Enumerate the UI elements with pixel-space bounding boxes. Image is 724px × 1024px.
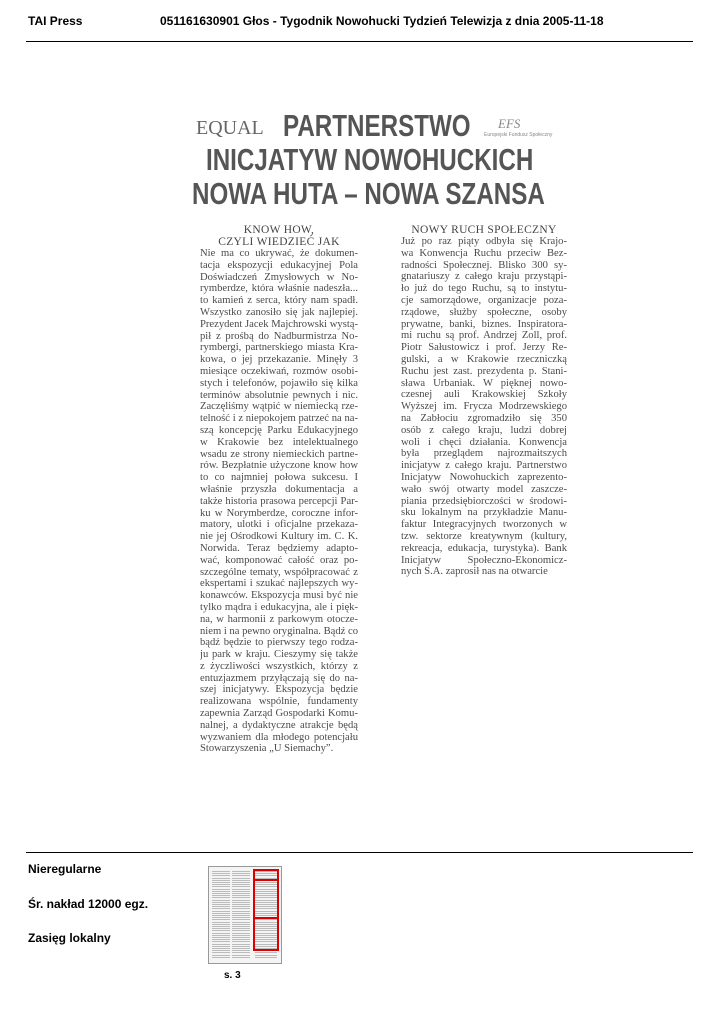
range-label: Zasięg lokalny xyxy=(28,931,111,945)
text-line: wać, komponować całość oraz po- xyxy=(200,554,358,566)
text-line: sława Urbaniak. W pięknej nowo- xyxy=(401,377,567,389)
text-line: tylko mądra i edukacyjna, ale i pięk- xyxy=(200,601,358,613)
text-line: cje samorządowe, organizacje poza- xyxy=(401,294,567,306)
thumbnail-text-line xyxy=(212,882,230,883)
text-line: wa Konwencja Ruchu przeciw Bez- xyxy=(401,247,567,259)
thumbnail-text-line xyxy=(212,906,230,907)
text-line: Inicjatyw Nowohuckich zaprezento- xyxy=(401,471,567,483)
thumbnail-text-line xyxy=(232,882,250,883)
text-line: rekreacja, edukacja, turystyka). Bank xyxy=(401,542,567,554)
heading-line: CZYLI WIEDZIEĆ JAK xyxy=(218,236,340,248)
text-line: bądź będzie to pierwszy tego rodza- xyxy=(200,637,358,649)
thumbnail-text-line xyxy=(212,900,230,901)
thumbnail-text-line xyxy=(232,871,250,872)
thumbnail-text-line xyxy=(232,895,250,896)
thumbnail-text-line xyxy=(212,946,230,947)
thumbnail-text-line xyxy=(232,930,250,931)
right-column xyxy=(401,224,567,578)
thumbnail-text-line xyxy=(212,939,230,940)
thumbnail-text-line xyxy=(212,897,230,898)
thumbnail-text-line xyxy=(232,893,250,894)
thumbnail-text-line xyxy=(212,875,230,876)
thumbnail-text-line xyxy=(212,873,230,874)
thumbnail-text-line xyxy=(232,922,250,923)
thumbnail-text-line xyxy=(212,935,230,936)
text-line: Ruchu jest zast. prezydenta p. Stani- xyxy=(401,365,567,377)
text-line: telność i z niepokojem patrzeć na na- xyxy=(200,413,358,425)
thumbnail-text-line xyxy=(212,930,230,931)
text-line: Zaczęliśmy wątpić w niemiecką rze- xyxy=(200,401,358,413)
thumbnail-text-line xyxy=(212,891,230,892)
thumbnail-text-line xyxy=(232,939,250,940)
text-line: ekspertami i szukać najlepszych wy- xyxy=(200,578,358,590)
text-line: była przeglądem najrozmaitszych xyxy=(401,448,567,460)
text-line: rów. Bezpłatnie użyczone know how xyxy=(200,460,358,472)
text-line: w Krakowie bez intelektualnego xyxy=(200,436,358,448)
text-line: wsadu ze strony niemieckich partne- xyxy=(200,448,358,460)
text-line: rymbergi, partnerskiego miasta Kra- xyxy=(200,342,358,354)
text-line: właśnie przyszła dokumentacja a xyxy=(200,483,358,495)
text-line: szczególne tematy, współpracować z xyxy=(200,566,358,578)
text-line: matory, ulotki i oficjalne przekaza- xyxy=(200,519,358,531)
thumbnail-text-line xyxy=(232,875,250,876)
efs-logo-subtitle: Europejski Fundusz Społeczny xyxy=(484,132,553,138)
heading-line: NOWY RUCH SPOŁECZNY xyxy=(411,224,557,236)
text-line: Nie ma co ukrywać, że dokumen- xyxy=(200,248,358,259)
thumbnail-text-line xyxy=(212,944,230,945)
thumbnail-text-line xyxy=(212,886,230,887)
text-line: sku lokalnym na przykładzie Manu- xyxy=(401,507,567,519)
text-line: faktur Integracyjnych tworzonych w xyxy=(401,519,567,531)
thumbnail-text-line xyxy=(232,952,250,953)
bottom-divider xyxy=(26,852,693,853)
thumbnail-text-line xyxy=(212,908,230,909)
text-line: nie jej Ośrodkowi Kultury im. C. K. xyxy=(200,531,358,543)
text-line: rymberdze, która właśnie nadeszła... xyxy=(200,283,358,295)
thumbnail-text-line xyxy=(212,893,230,894)
thumbnail-text-line xyxy=(232,873,250,874)
thumbnail-text-line xyxy=(232,937,250,938)
thumbnail-text-line xyxy=(232,891,250,892)
text-line: woli i chęci działania. Konwencja xyxy=(401,436,567,448)
text-line: Wszystko zanosiło się jak najlepiej. xyxy=(200,306,358,318)
text-line: kowa, o jej przekazanie. Minęły 3 xyxy=(200,354,358,366)
text-line: nych S.A. zaprosił nas na otwarcie xyxy=(401,566,548,578)
thumbnail-text-line xyxy=(232,908,250,909)
thumbnail-text-line xyxy=(232,941,250,942)
text-line: Doświadczeń Zmysłowych w No- xyxy=(200,271,358,283)
text-line: ju park w kraju. Cieszymy się także xyxy=(200,649,358,661)
thumbnail-text-line xyxy=(232,924,250,925)
text-line: mi ruchu są prof. Andrzej Zoll, prof. xyxy=(401,330,567,342)
text-line: Stowarzyszenia „U Siemachy”. xyxy=(200,743,334,755)
thumbnail-text-line xyxy=(212,889,230,890)
thumbnail-text-line xyxy=(232,944,250,945)
text-line: szej inicjatywy. Ekspozycja będzie xyxy=(200,684,358,696)
thumbnail-text-line xyxy=(212,937,230,938)
text-line: to co najmniej połowa sukcesu. I xyxy=(200,472,358,484)
right-column-heading xyxy=(401,224,567,236)
thumbnail-text-line xyxy=(212,904,230,905)
thumbnail-text-line xyxy=(212,948,230,949)
thumbnail-text-line xyxy=(232,915,250,916)
page-number: s. 3 xyxy=(224,970,241,981)
thumbnail-text-line xyxy=(212,913,230,914)
thumbnail-text-line xyxy=(255,952,277,953)
text-line: także historia prasowa percepcji Par- xyxy=(200,495,358,507)
thumbnail-text-line xyxy=(232,886,250,887)
top-divider xyxy=(26,41,693,42)
text-line: Wyższej im. Frycza Modrzewskiego xyxy=(401,401,567,413)
text-line: radności Społecznej. Blisko 300 sy- xyxy=(401,259,567,271)
text-line: realizowana wspólnie, fundamenty xyxy=(200,696,358,708)
thumbnail-text-line xyxy=(232,904,250,905)
thumbnail-text-line xyxy=(212,941,230,942)
thumbnail-text-line xyxy=(212,919,230,920)
text-line: Inicjatyw Społeczno-Ekonomicz- xyxy=(401,554,567,566)
thumbnail-highlight xyxy=(253,869,279,951)
text-line: entuzjazmem przyłączają się do na- xyxy=(200,672,358,684)
text-line: ku w Norymberdze, coroczne infor- xyxy=(200,507,358,519)
left-column-text xyxy=(200,248,358,755)
thumbnail-text-line xyxy=(255,957,277,958)
text-line: konawców. Ekspozycja musi być nie xyxy=(200,590,358,602)
thumbnail-text-line xyxy=(232,935,250,936)
text-line: tacja ekspozycji edukacyjnej Pola xyxy=(200,259,358,271)
text-line: prywatne, banki, biznes. Inspiratora- xyxy=(401,318,567,330)
text-line: z życzliwości wszystkich, którzy z xyxy=(200,660,358,672)
equal-logo: EQUAL xyxy=(196,117,264,139)
thumbnail-text-line xyxy=(232,902,250,903)
thumbnail-text-line xyxy=(212,922,230,923)
text-line: na Zabłociu zgromadziło się 350 xyxy=(401,412,567,424)
agency-name: TAI Press xyxy=(28,14,83,28)
text-line: Już po raz piąty odbyła się Krajo- xyxy=(401,236,567,247)
thumbnail-text-line xyxy=(232,926,250,927)
clipping-reference: 051161630901 Głos - Tygodnik Nowohucki Tydzień Telewizja z dnia 2005-11-18 xyxy=(160,14,604,28)
text-line: na, w harmonii z parkowym otocze- xyxy=(200,613,358,625)
text-line: pił z prośbą do Nadburmistrza No- xyxy=(200,330,358,342)
thumbnail-text-line xyxy=(212,955,230,956)
text-line: tzw. sektorze kreatywnym (kultury, xyxy=(401,530,567,542)
thumbnail-text-line xyxy=(212,915,230,916)
thumbnail-text-line xyxy=(212,924,230,925)
text-line: gnatariuszy z całego kraju przystąpi- xyxy=(401,271,567,283)
thumbnail-text-line xyxy=(212,957,230,958)
thumbnail-text-line xyxy=(232,900,250,901)
frequency-label: Nieregularne xyxy=(28,862,102,876)
thumbnail-text-line xyxy=(255,955,277,956)
efs-logo: EFS xyxy=(498,116,521,131)
thumbnail-text-line xyxy=(212,880,230,881)
article-title-line: INICJATYW NOWOHUCKICH xyxy=(206,142,534,177)
thumbnail-text-line xyxy=(212,878,230,879)
text-line: ło już do tego Ruchu, są to instytu- xyxy=(401,283,567,295)
thumbnail-text-line xyxy=(232,880,250,881)
left-column xyxy=(200,224,358,755)
thumbnail-text-line xyxy=(232,889,250,890)
right-column-text xyxy=(401,236,567,578)
text-line: piania przedsiębiorczości w środowi- xyxy=(401,495,567,507)
thumbnail-text-line xyxy=(212,902,230,903)
text-line: nalnej, a dydaktyczne atrakcje będą xyxy=(200,719,358,731)
text-line: gulski, a w Krakowie rzeczniczką xyxy=(401,353,567,365)
text-line: osób z całego kraju, ludzi dobrej xyxy=(401,424,567,436)
text-line: Piotr Sałustowicz i prof. Jerzy Re- xyxy=(401,342,567,354)
article-title-line: NOWA HUTA – NOWA SZANSA xyxy=(192,176,545,211)
page-thumbnail[interactable] xyxy=(208,866,282,964)
thumbnail-text-line xyxy=(212,926,230,927)
thumbnail-text-line xyxy=(232,950,250,951)
thumbnail-text-line xyxy=(212,871,230,872)
text-line: terminów absolutnie pewnych i nic. xyxy=(200,389,358,401)
text-line: Norwida. Teraz będziemy adapto- xyxy=(200,542,358,554)
thumbnail-text-line xyxy=(232,933,250,934)
thumbnail-text-line xyxy=(232,946,250,947)
thumbnail-text-line xyxy=(212,917,230,918)
thumbnail-text-line xyxy=(212,952,230,953)
text-line: stych i telefonów, pojawiło się kilka xyxy=(200,377,358,389)
thumbnail-text-line xyxy=(232,948,250,949)
heading-line: KNOW HOW, xyxy=(243,224,315,236)
circulation-label: Śr. nakład 12000 egz. xyxy=(28,897,149,911)
thumbnail-text-line xyxy=(232,911,250,912)
text-line: szą koncepcję Parku Edukacyjnego xyxy=(200,424,358,436)
thumbnail-text-line xyxy=(212,950,230,951)
thumbnail-text-line xyxy=(232,878,250,879)
thumbnail-text-line xyxy=(232,955,250,956)
text-line: miesiące oczekiwań, rozmów osobi- xyxy=(200,365,358,377)
thumbnail-text-line xyxy=(232,919,250,920)
thumbnail-text-line xyxy=(232,917,250,918)
thumbnail-text-line xyxy=(232,928,250,929)
thumbnail-text-line xyxy=(212,933,230,934)
text-line: wało swój otwarty model zaszcze- xyxy=(401,483,567,495)
left-column-heading xyxy=(200,224,358,248)
text-line: wyzwaniem dla młodego potencjału xyxy=(200,731,358,743)
text-line: czesnej auli Krakowskiej Szkoły xyxy=(401,389,567,401)
text-line: inicjatyw z całego kraju. Partnerstwo xyxy=(401,460,567,472)
article-title-line: PARTNERSTWO xyxy=(283,108,471,143)
thumbnail-text-line xyxy=(232,913,250,914)
thumbnail-text-line xyxy=(232,897,250,898)
thumbnail-text-line xyxy=(232,957,250,958)
thumbnail-text-line xyxy=(232,884,250,885)
thumbnail-text-line xyxy=(232,906,250,907)
thumbnail-text-line xyxy=(212,884,230,885)
text-line: niem i na pewno oryginalna. Bądź co xyxy=(200,625,358,637)
thumbnail-text-line xyxy=(212,928,230,929)
thumbnail-text-line xyxy=(212,895,230,896)
text-line: to kamień z serca, który nam spadł. xyxy=(200,295,358,307)
text-line: Prezydent Jacek Majchrowski wystą- xyxy=(200,318,358,330)
thumbnail-text-line xyxy=(212,911,230,912)
text-line: rządowe, służby społeczne, osoby xyxy=(401,306,567,318)
text-line: zapewnia Zarząd Gospodarki Komu- xyxy=(200,708,358,720)
